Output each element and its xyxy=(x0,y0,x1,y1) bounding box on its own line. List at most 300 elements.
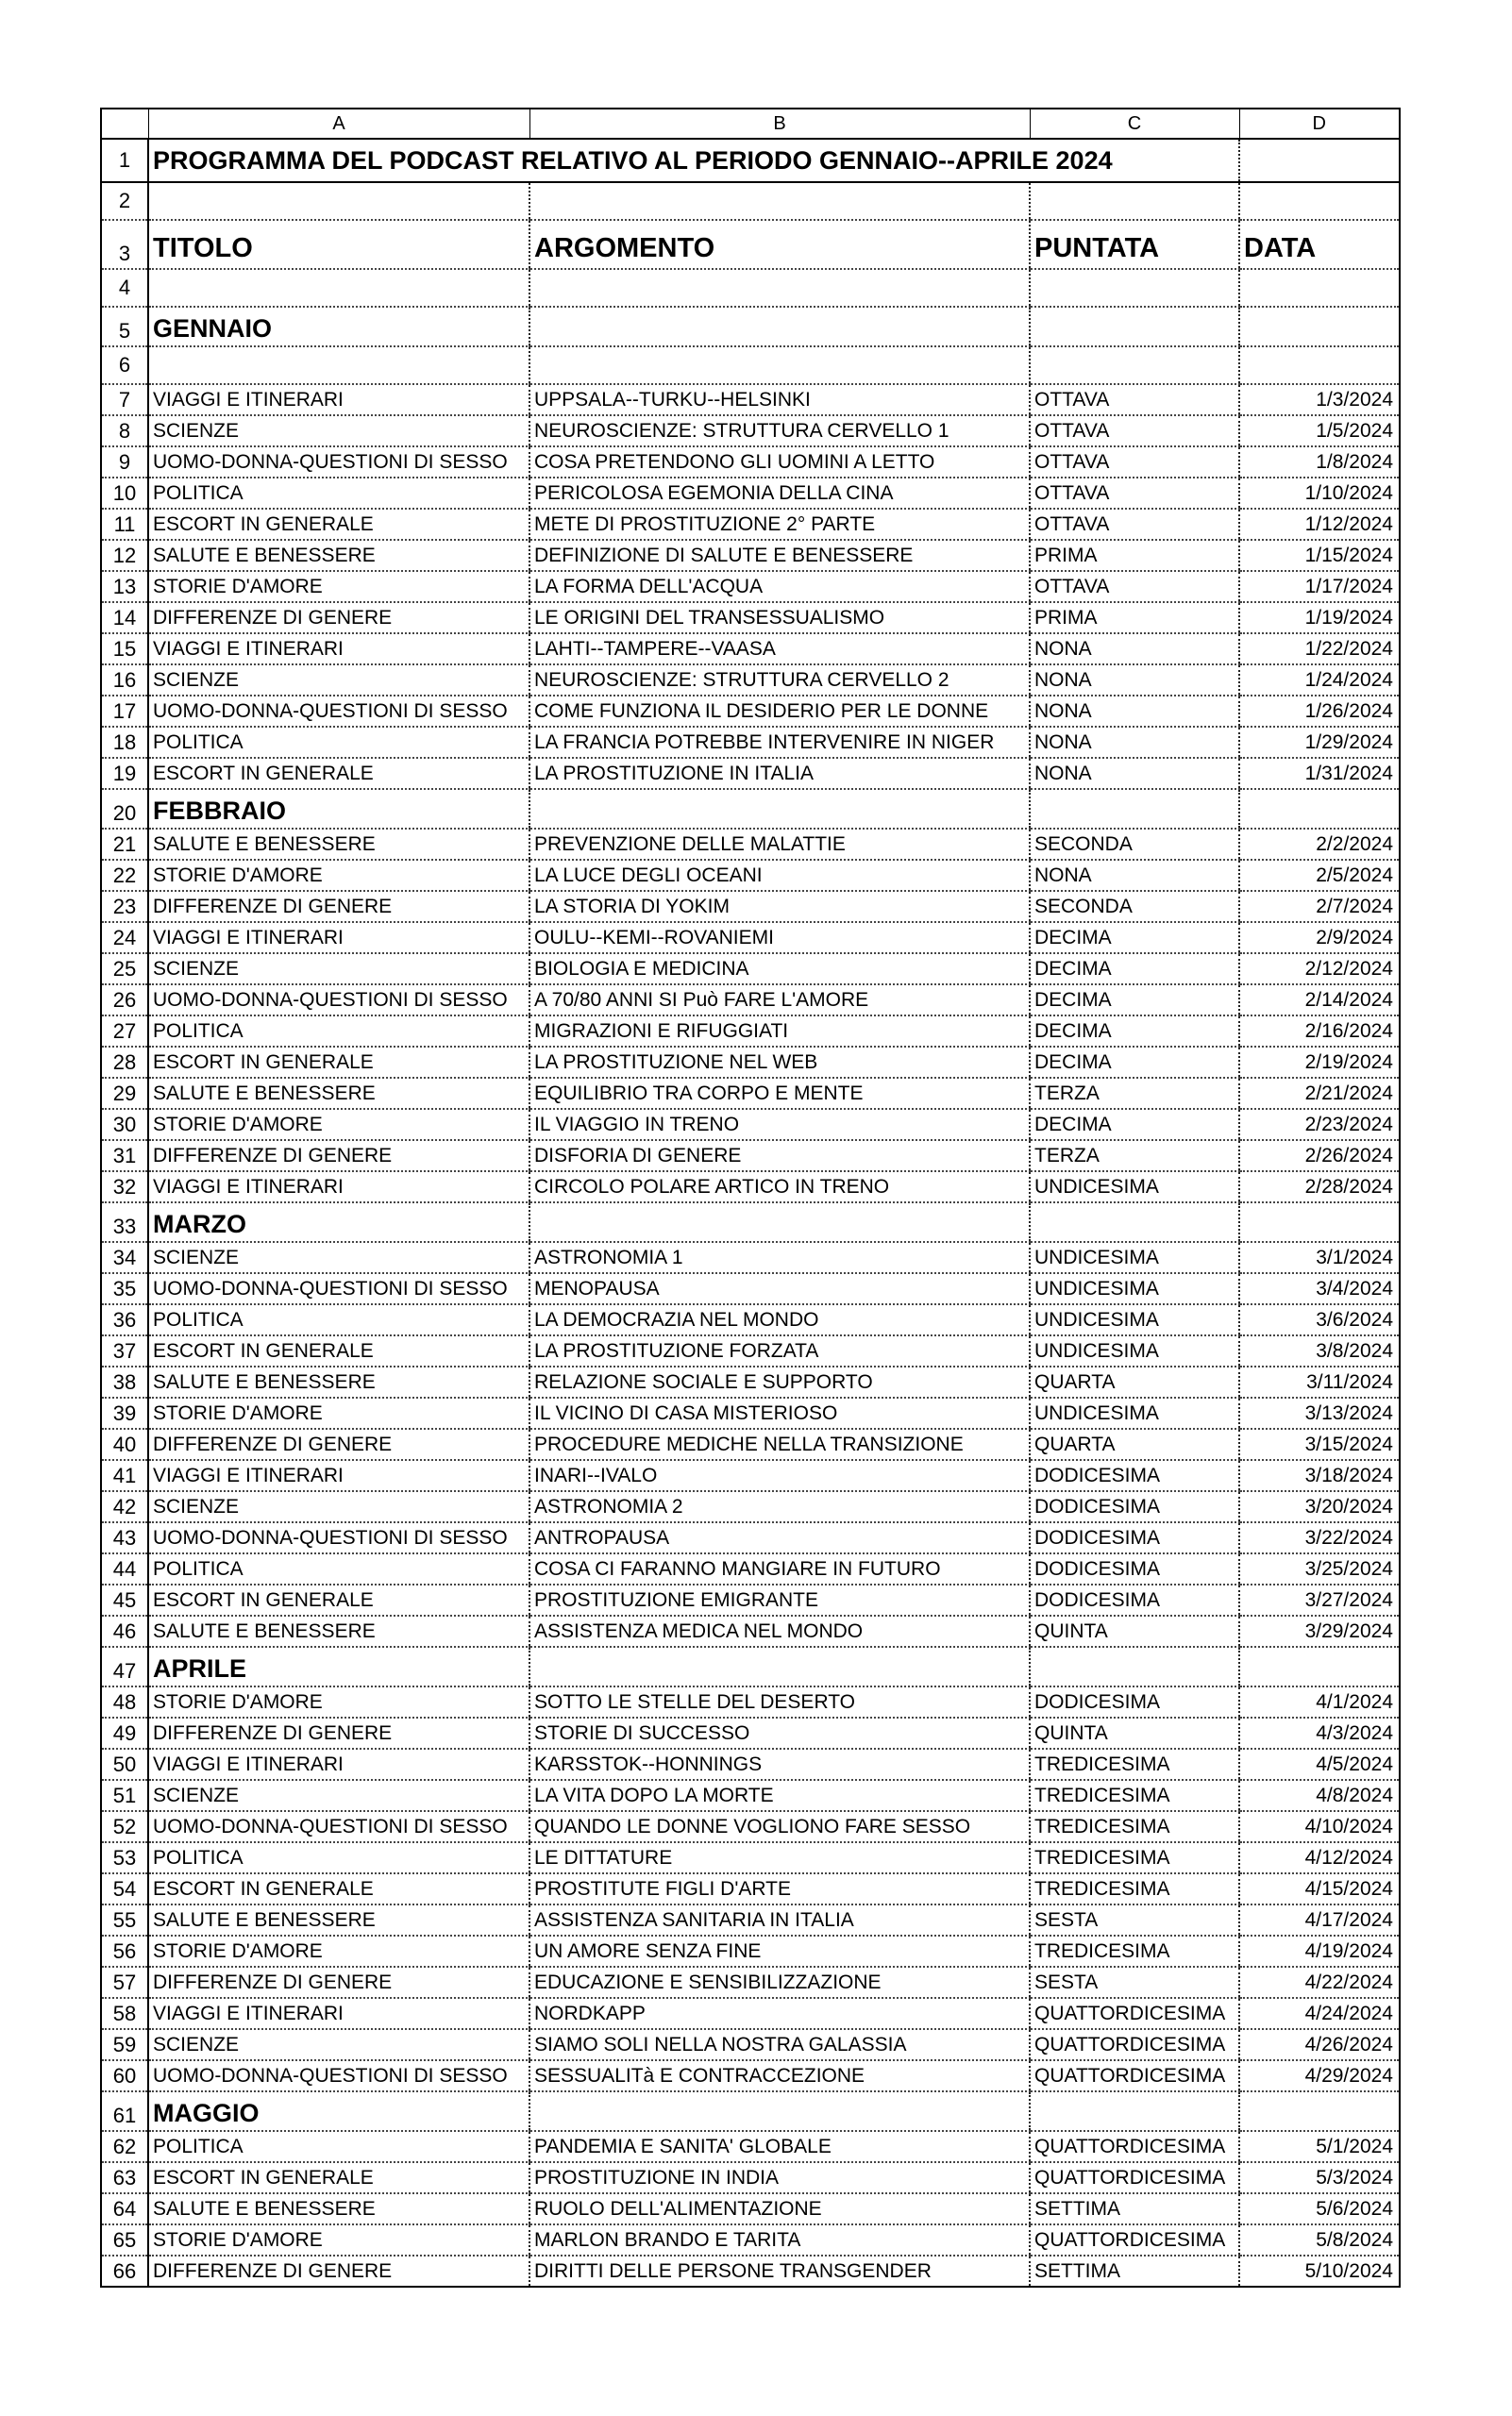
sheet-title[interactable]: PROGRAMMA DEL PODCAST RELATIVO AL PERIODO GENNAIO--APRILE 2024 xyxy=(148,139,1239,182)
cell-puntata[interactable]: QUARTA xyxy=(1030,1367,1239,1398)
cell-puntata[interactable]: UNDICESIMA xyxy=(1030,1398,1239,1429)
cell-puntata[interactable]: UNDICESIMA xyxy=(1030,1273,1239,1304)
cell-puntata[interactable]: TREDICESIMA xyxy=(1030,1936,1239,1967)
row-number[interactable]: 51 xyxy=(101,1780,148,1811)
cell-argomento[interactable]: LA FORMA DELL'ACQUA xyxy=(529,571,1030,602)
cell-argomento[interactable]: ASSISTENZA MEDICA NEL MONDO xyxy=(529,1616,1030,1647)
month-label[interactable]: MAGGIO xyxy=(148,2091,529,2131)
cell-d[interactable] xyxy=(1239,1647,1400,1686)
row-number[interactable]: 61 xyxy=(101,2091,148,2131)
cell-data[interactable]: 2/14/2024 xyxy=(1239,984,1400,1015)
cell-argomento[interactable]: A 70/80 ANNI SI Può FARE L'AMORE xyxy=(529,984,1030,1015)
cell-data[interactable]: 1/17/2024 xyxy=(1239,571,1400,602)
cell-data[interactable]: 1/29/2024 xyxy=(1239,727,1400,758)
cell-titolo[interactable]: UOMO-DONNA-QUESTIONI DI SESSO xyxy=(148,984,529,1015)
cell-argomento[interactable]: PROCEDURE MEDICHE NELLA TRANSIZIONE xyxy=(529,1429,1030,1460)
cell-data[interactable]: 3/6/2024 xyxy=(1239,1304,1400,1335)
row-number[interactable]: 62 xyxy=(101,2131,148,2162)
cell-argomento[interactable]: KARSSTOK--HONNINGS xyxy=(529,1749,1030,1780)
cell-argomento[interactable]: DIRITTI DELLE PERSONE TRANSGENDER xyxy=(529,2256,1030,2287)
cell-puntata[interactable]: TREDICESIMA xyxy=(1030,1873,1239,1904)
row-number[interactable]: 15 xyxy=(101,633,148,664)
row-number[interactable]: 23 xyxy=(101,891,148,922)
cell-b[interactable] xyxy=(529,182,1030,220)
cell-titolo[interactable]: SALUTE E BENESSERE xyxy=(148,1904,529,1936)
cell-a[interactable] xyxy=(148,346,529,384)
row-number[interactable]: 45 xyxy=(101,1585,148,1616)
cell-argomento[interactable]: EQUILIBRIO TRA CORPO E MENTE xyxy=(529,1078,1030,1109)
cell-data[interactable]: 1/15/2024 xyxy=(1239,540,1400,571)
cell-argomento[interactable]: QUANDO LE DONNE VOGLIONO FARE SESSO xyxy=(529,1811,1030,1842)
cell-puntata[interactable]: DECIMA xyxy=(1030,922,1239,953)
cell-titolo[interactable]: ESCORT IN GENERALE xyxy=(148,1335,529,1367)
cell-data[interactable]: 3/1/2024 xyxy=(1239,1242,1400,1273)
cell-argomento[interactable]: UN AMORE SENZA FINE xyxy=(529,1936,1030,1967)
cell-data[interactable]: 3/22/2024 xyxy=(1239,1522,1400,1553)
cell-titolo[interactable]: SALUTE E BENESSERE xyxy=(148,1078,529,1109)
month-label[interactable]: APRILE xyxy=(148,1647,529,1686)
cell-data[interactable]: 1/8/2024 xyxy=(1239,446,1400,478)
cell-d[interactable] xyxy=(1239,789,1400,829)
header-data[interactable]: DATA xyxy=(1239,220,1400,269)
cell-titolo[interactable]: ESCORT IN GENERALE xyxy=(148,2162,529,2193)
cell-titolo[interactable]: SCIENZE xyxy=(148,1242,529,1273)
cell-c[interactable] xyxy=(1030,2091,1239,2131)
cell-argomento[interactable]: LA PROSTITUZIONE NEL WEB xyxy=(529,1047,1030,1078)
cell-c[interactable] xyxy=(1030,789,1239,829)
cell-titolo[interactable]: ESCORT IN GENERALE xyxy=(148,758,529,789)
column-header-d[interactable]: D xyxy=(1239,109,1400,139)
cell-argomento[interactable]: COSA CI FARANNO MANGIARE IN FUTURO xyxy=(529,1553,1030,1585)
cell-argomento[interactable]: SESSUALITà E CONTRACCEZIONE xyxy=(529,2060,1030,2091)
cell-data[interactable]: 3/27/2024 xyxy=(1239,1585,1400,1616)
cell-puntata[interactable]: SESTA xyxy=(1030,1904,1239,1936)
cell-titolo[interactable]: SALUTE E BENESSERE xyxy=(148,2193,529,2224)
cell-data[interactable]: 2/9/2024 xyxy=(1239,922,1400,953)
cell-argomento[interactable]: PROSTITUTE FIGLI D'ARTE xyxy=(529,1873,1030,1904)
cell-puntata[interactable]: OTTAVA xyxy=(1030,509,1239,540)
cell-c[interactable] xyxy=(1030,307,1239,346)
cell-titolo[interactable]: VIAGGI E ITINERARI xyxy=(148,633,529,664)
cell-argomento[interactable]: MENOPAUSA xyxy=(529,1273,1030,1304)
row-number[interactable]: 40 xyxy=(101,1429,148,1460)
row-number[interactable]: 14 xyxy=(101,602,148,633)
cell-puntata[interactable]: UNDICESIMA xyxy=(1030,1335,1239,1367)
cell-data[interactable]: 4/8/2024 xyxy=(1239,1780,1400,1811)
row-number[interactable]: 31 xyxy=(101,1140,148,1171)
cell-puntata[interactable]: DODICESIMA xyxy=(1030,1522,1239,1553)
cell-data[interactable]: 3/29/2024 xyxy=(1239,1616,1400,1647)
cell-puntata[interactable]: DODICESIMA xyxy=(1030,1686,1239,1718)
cell-argomento[interactable]: EDUCAZIONE E SENSIBILIZZAZIONE xyxy=(529,1967,1030,1998)
cell-data[interactable]: 1/5/2024 xyxy=(1239,415,1400,446)
cell-puntata[interactable]: DODICESIMA xyxy=(1030,1585,1239,1616)
cell-puntata[interactable]: UNDICESIMA xyxy=(1030,1304,1239,1335)
cell-puntata[interactable]: TERZA xyxy=(1030,1078,1239,1109)
cell-data[interactable]: 5/8/2024 xyxy=(1239,2224,1400,2256)
cell-argomento[interactable]: LAHTI--TAMPERE--VAASA xyxy=(529,633,1030,664)
row-number[interactable]: 7 xyxy=(101,384,148,415)
row-number[interactable]: 27 xyxy=(101,1015,148,1047)
cell-argomento[interactable]: NEUROSCIENZE: STRUTTURA CERVELLO 2 xyxy=(529,664,1030,696)
cell-data[interactable]: 1/22/2024 xyxy=(1239,633,1400,664)
cell-argomento[interactable]: LA DEMOCRAZIA NEL MONDO xyxy=(529,1304,1030,1335)
row-number[interactable]: 17 xyxy=(101,696,148,727)
cell-titolo[interactable]: SCIENZE xyxy=(148,415,529,446)
cell-puntata[interactable]: NONA xyxy=(1030,664,1239,696)
row-number[interactable]: 55 xyxy=(101,1904,148,1936)
cell-data[interactable]: 4/15/2024 xyxy=(1239,1873,1400,1904)
cell-titolo[interactable]: VIAGGI E ITINERARI xyxy=(148,922,529,953)
row-number[interactable]: 42 xyxy=(101,1491,148,1522)
row-number[interactable]: 49 xyxy=(101,1718,148,1749)
row-number[interactable]: 59 xyxy=(101,2029,148,2060)
row-number[interactable]: 36 xyxy=(101,1304,148,1335)
cell-puntata[interactable]: QUATTORDICESIMA xyxy=(1030,2131,1239,2162)
cell-titolo[interactable]: VIAGGI E ITINERARI xyxy=(148,1749,529,1780)
row-number[interactable]: 64 xyxy=(101,2193,148,2224)
column-header-b[interactable]: B xyxy=(529,109,1030,139)
cell-data[interactable]: 4/29/2024 xyxy=(1239,2060,1400,2091)
month-label[interactable]: GENNAIO xyxy=(148,307,529,346)
cell-argomento[interactable]: LA PROSTITUZIONE FORZATA xyxy=(529,1335,1030,1367)
cell-titolo[interactable]: SALUTE E BENESSERE xyxy=(148,1367,529,1398)
row-number[interactable]: 43 xyxy=(101,1522,148,1553)
cell-puntata[interactable]: NONA xyxy=(1030,696,1239,727)
cell-puntata[interactable]: PRIMA xyxy=(1030,540,1239,571)
cell-puntata[interactable]: QUINTA xyxy=(1030,1718,1239,1749)
cell-data[interactable]: 2/12/2024 xyxy=(1239,953,1400,984)
cell-argomento[interactable]: STORIE DI SUCCESSO xyxy=(529,1718,1030,1749)
cell-data[interactable]: 1/26/2024 xyxy=(1239,696,1400,727)
cell-titolo[interactable]: UOMO-DONNA-QUESTIONI DI SESSO xyxy=(148,696,529,727)
cell-data[interactable]: 1/10/2024 xyxy=(1239,478,1400,509)
row-number[interactable]: 6 xyxy=(101,346,148,384)
cell-titolo[interactable]: STORIE D'AMORE xyxy=(148,1398,529,1429)
cell-data[interactable]: 3/4/2024 xyxy=(1239,1273,1400,1304)
cell-puntata[interactable]: DECIMA xyxy=(1030,1047,1239,1078)
cell-titolo[interactable]: ESCORT IN GENERALE xyxy=(148,1873,529,1904)
cell-data[interactable]: 3/18/2024 xyxy=(1239,1460,1400,1491)
cell-puntata[interactable]: NONA xyxy=(1030,727,1239,758)
cell-argomento[interactable]: UPPSALA--TURKU--HELSINKI xyxy=(529,384,1030,415)
cell-data[interactable]: 4/22/2024 xyxy=(1239,1967,1400,1998)
cell-titolo[interactable]: UOMO-DONNA-QUESTIONI DI SESSO xyxy=(148,1811,529,1842)
cell-argomento[interactable]: SOTTO LE STELLE DEL DESERTO xyxy=(529,1686,1030,1718)
cell-argomento[interactable]: MIGRAZIONI E RIFUGGIATI xyxy=(529,1015,1030,1047)
cell-data[interactable]: 2/16/2024 xyxy=(1239,1015,1400,1047)
row-number[interactable]: 50 xyxy=(101,1749,148,1780)
row-number[interactable]: 8 xyxy=(101,415,148,446)
cell-titolo[interactable]: POLITICA xyxy=(148,478,529,509)
cell-titolo[interactable]: POLITICA xyxy=(148,2131,529,2162)
cell-a[interactable] xyxy=(148,182,529,220)
cell-puntata[interactable]: QUATTORDICESIMA xyxy=(1030,2029,1239,2060)
cell-argomento[interactable]: PREVENZIONE DELLE MALATTIE xyxy=(529,829,1030,860)
cell-argomento[interactable]: COSA PRETENDONO GLI UOMINI A LETTO xyxy=(529,446,1030,478)
row-number[interactable]: 41 xyxy=(101,1460,148,1491)
cell-titolo[interactable]: POLITICA xyxy=(148,1842,529,1873)
cell-argomento[interactable]: MARLON BRANDO E TARITA xyxy=(529,2224,1030,2256)
cell-b[interactable] xyxy=(529,1202,1030,1242)
row-number[interactable]: 44 xyxy=(101,1553,148,1585)
cell-titolo[interactable]: VIAGGI E ITINERARI xyxy=(148,1998,529,2029)
column-header-a[interactable]: A xyxy=(148,109,529,139)
row-number[interactable]: 18 xyxy=(101,727,148,758)
cell-data[interactable]: 3/8/2024 xyxy=(1239,1335,1400,1367)
cell-d[interactable] xyxy=(1239,182,1400,220)
cell-c[interactable] xyxy=(1030,346,1239,384)
cell-data[interactable]: 4/3/2024 xyxy=(1239,1718,1400,1749)
cell-titolo[interactable]: STORIE D'AMORE xyxy=(148,1686,529,1718)
cell-puntata[interactable]: SETTIMA xyxy=(1030,2193,1239,2224)
cell-data[interactable]: 4/26/2024 xyxy=(1239,2029,1400,2060)
cell-data[interactable]: 1/24/2024 xyxy=(1239,664,1400,696)
cell-puntata[interactable]: QUATTORDICESIMA xyxy=(1030,2162,1239,2193)
cell-titolo[interactable]: POLITICA xyxy=(148,1553,529,1585)
cell-argomento[interactable]: LE ORIGINI DEL TRANSESSUALISMO xyxy=(529,602,1030,633)
row-number[interactable]: 29 xyxy=(101,1078,148,1109)
row-number[interactable]: 1 xyxy=(101,139,148,182)
row-number[interactable]: 25 xyxy=(101,953,148,984)
cell-argomento[interactable]: PROSTITUZIONE IN INDIA xyxy=(529,2162,1030,2193)
cell-titolo[interactable]: DIFFERENZE DI GENERE xyxy=(148,891,529,922)
cell-titolo[interactable]: STORIE D'AMORE xyxy=(148,1936,529,1967)
cell-puntata[interactable]: NONA xyxy=(1030,758,1239,789)
cell-argomento[interactable]: LE DITTATURE xyxy=(529,1842,1030,1873)
cell-c[interactable] xyxy=(1030,1202,1239,1242)
cell-c[interactable] xyxy=(1030,182,1239,220)
row-number[interactable]: 22 xyxy=(101,860,148,891)
row-number[interactable]: 60 xyxy=(101,2060,148,2091)
row-number[interactable]: 30 xyxy=(101,1109,148,1140)
cell-d[interactable] xyxy=(1239,139,1400,182)
cell-data[interactable]: 1/12/2024 xyxy=(1239,509,1400,540)
row-number[interactable]: 12 xyxy=(101,540,148,571)
cell-data[interactable]: 1/3/2024 xyxy=(1239,384,1400,415)
cell-argomento[interactable]: DEFINIZIONE DI SALUTE E BENESSERE xyxy=(529,540,1030,571)
row-number[interactable]: 32 xyxy=(101,1171,148,1202)
cell-argomento[interactable]: INARI--IVALO xyxy=(529,1460,1030,1491)
cell-argomento[interactable]: DISFORIA DI GENERE xyxy=(529,1140,1030,1171)
cell-argomento[interactable]: COME FUNZIONA IL DESIDERIO PER LE DONNE xyxy=(529,696,1030,727)
row-number[interactable]: 58 xyxy=(101,1998,148,2029)
cell-b[interactable] xyxy=(529,346,1030,384)
header-titolo[interactable]: TITOLO xyxy=(148,220,529,269)
cell-data[interactable]: 3/15/2024 xyxy=(1239,1429,1400,1460)
cell-data[interactable]: 3/25/2024 xyxy=(1239,1553,1400,1585)
corner-cell[interactable] xyxy=(101,109,148,139)
cell-argomento[interactable]: PROSTITUZIONE EMIGRANTE xyxy=(529,1585,1030,1616)
cell-titolo[interactable]: UOMO-DONNA-QUESTIONI DI SESSO xyxy=(148,2060,529,2091)
cell-argomento[interactable]: CIRCOLO POLARE ARTICO IN TRENO xyxy=(529,1171,1030,1202)
row-number[interactable]: 39 xyxy=(101,1398,148,1429)
cell-argomento[interactable]: METE DI PROSTITUZIONE 2° PARTE xyxy=(529,509,1030,540)
row-number[interactable]: 11 xyxy=(101,509,148,540)
cell-puntata[interactable]: NONA xyxy=(1030,633,1239,664)
row-number[interactable]: 3 xyxy=(101,220,148,269)
row-number[interactable]: 26 xyxy=(101,984,148,1015)
cell-titolo[interactable]: DIFFERENZE DI GENERE xyxy=(148,1429,529,1460)
cell-titolo[interactable]: SALUTE E BENESSERE xyxy=(148,1616,529,1647)
row-number[interactable]: 9 xyxy=(101,446,148,478)
cell-puntata[interactable]: UNDICESIMA xyxy=(1030,1242,1239,1273)
cell-data[interactable]: 5/6/2024 xyxy=(1239,2193,1400,2224)
cell-puntata[interactable]: NONA xyxy=(1030,860,1239,891)
row-number[interactable]: 53 xyxy=(101,1842,148,1873)
cell-argomento[interactable]: RELAZIONE SOCIALE E SUPPORTO xyxy=(529,1367,1030,1398)
cell-d[interactable] xyxy=(1239,269,1400,307)
cell-argomento[interactable]: ANTROPAUSA xyxy=(529,1522,1030,1553)
row-number[interactable]: 19 xyxy=(101,758,148,789)
cell-titolo[interactable]: SCIENZE xyxy=(148,1780,529,1811)
cell-puntata[interactable]: PRIMA xyxy=(1030,602,1239,633)
cell-argomento[interactable]: LA LUCE DEGLI OCEANI xyxy=(529,860,1030,891)
cell-data[interactable]: 4/12/2024 xyxy=(1239,1842,1400,1873)
cell-puntata[interactable]: SETTIMA xyxy=(1030,2256,1239,2287)
cell-titolo[interactable]: ESCORT IN GENERALE xyxy=(148,509,529,540)
cell-puntata[interactable]: DODICESIMA xyxy=(1030,1460,1239,1491)
row-number[interactable]: 16 xyxy=(101,664,148,696)
cell-titolo[interactable]: DIFFERENZE DI GENERE xyxy=(148,1967,529,1998)
cell-puntata[interactable]: OTTAVA xyxy=(1030,571,1239,602)
cell-puntata[interactable]: DODICESIMA xyxy=(1030,1491,1239,1522)
cell-a[interactable] xyxy=(148,269,529,307)
cell-puntata[interactable]: QUATTORDICESIMA xyxy=(1030,1998,1239,2029)
cell-argomento[interactable]: PANDEMIA E SANITA' GLOBALE xyxy=(529,2131,1030,2162)
cell-puntata[interactable]: OTTAVA xyxy=(1030,415,1239,446)
cell-titolo[interactable]: SCIENZE xyxy=(148,1491,529,1522)
cell-argomento[interactable]: OULU--KEMI--ROVANIEMI xyxy=(529,922,1030,953)
cell-argomento[interactable]: LA STORIA DI YOKIM xyxy=(529,891,1030,922)
cell-data[interactable]: 2/28/2024 xyxy=(1239,1171,1400,1202)
row-number[interactable]: 65 xyxy=(101,2224,148,2256)
cell-titolo[interactable]: UOMO-DONNA-QUESTIONI DI SESSO xyxy=(148,1273,529,1304)
cell-data[interactable]: 5/3/2024 xyxy=(1239,2162,1400,2193)
cell-data[interactable]: 5/1/2024 xyxy=(1239,2131,1400,2162)
cell-data[interactable]: 2/7/2024 xyxy=(1239,891,1400,922)
cell-titolo[interactable]: DIFFERENZE DI GENERE xyxy=(148,1140,529,1171)
cell-titolo[interactable]: SCIENZE xyxy=(148,2029,529,2060)
row-number[interactable]: 4 xyxy=(101,269,148,307)
cell-titolo[interactable]: ESCORT IN GENERALE xyxy=(148,1047,529,1078)
cell-argomento[interactable]: ASTRONOMIA 2 xyxy=(529,1491,1030,1522)
row-number[interactable]: 10 xyxy=(101,478,148,509)
row-number[interactable]: 38 xyxy=(101,1367,148,1398)
cell-data[interactable]: 3/13/2024 xyxy=(1239,1398,1400,1429)
cell-titolo[interactable]: ESCORT IN GENERALE xyxy=(148,1585,529,1616)
cell-titolo[interactable]: VIAGGI E ITINERARI xyxy=(148,1171,529,1202)
cell-puntata[interactable]: QUINTA xyxy=(1030,1616,1239,1647)
cell-data[interactable]: 4/17/2024 xyxy=(1239,1904,1400,1936)
row-number[interactable]: 54 xyxy=(101,1873,148,1904)
cell-titolo[interactable]: SCIENZE xyxy=(148,953,529,984)
cell-b[interactable] xyxy=(529,2091,1030,2131)
row-number[interactable]: 35 xyxy=(101,1273,148,1304)
cell-titolo[interactable]: SALUTE E BENESSERE xyxy=(148,540,529,571)
cell-data[interactable]: 2/23/2024 xyxy=(1239,1109,1400,1140)
cell-titolo[interactable]: STORIE D'AMORE xyxy=(148,1109,529,1140)
cell-argomento[interactable]: SIAMO SOLI NELLA NOSTRA GALASSIA xyxy=(529,2029,1030,2060)
header-puntata[interactable]: PUNTATA xyxy=(1030,220,1239,269)
cell-titolo[interactable]: STORIE D'AMORE xyxy=(148,2224,529,2256)
cell-titolo[interactable]: SCIENZE xyxy=(148,664,529,696)
row-number[interactable]: 21 xyxy=(101,829,148,860)
cell-data[interactable]: 2/26/2024 xyxy=(1239,1140,1400,1171)
row-number[interactable]: 52 xyxy=(101,1811,148,1842)
cell-d[interactable] xyxy=(1239,346,1400,384)
cell-puntata[interactable]: QUATTORDICESIMA xyxy=(1030,2224,1239,2256)
cell-puntata[interactable]: TREDICESIMA xyxy=(1030,1780,1239,1811)
row-number[interactable]: 34 xyxy=(101,1242,148,1273)
cell-puntata[interactable]: UNDICESIMA xyxy=(1030,1171,1239,1202)
cell-data[interactable]: 3/20/2024 xyxy=(1239,1491,1400,1522)
cell-data[interactable]: 4/1/2024 xyxy=(1239,1686,1400,1718)
cell-titolo[interactable]: DIFFERENZE DI GENERE xyxy=(148,2256,529,2287)
column-header-c[interactable]: C xyxy=(1030,109,1239,139)
row-number[interactable]: 47 xyxy=(101,1647,148,1686)
row-number[interactable]: 56 xyxy=(101,1936,148,1967)
month-label[interactable]: MARZO xyxy=(148,1202,529,1242)
cell-argomento[interactable]: NORDKAPP xyxy=(529,1998,1030,2029)
cell-argomento[interactable]: LA VITA DOPO LA MORTE xyxy=(529,1780,1030,1811)
cell-puntata[interactable]: DODICESIMA xyxy=(1030,1553,1239,1585)
cell-puntata[interactable]: TERZA xyxy=(1030,1140,1239,1171)
cell-puntata[interactable]: OTTAVA xyxy=(1030,384,1239,415)
cell-data[interactable]: 3/11/2024 xyxy=(1239,1367,1400,1398)
cell-data[interactable]: 2/2/2024 xyxy=(1239,829,1400,860)
cell-d[interactable] xyxy=(1239,307,1400,346)
cell-puntata[interactable]: DECIMA xyxy=(1030,984,1239,1015)
row-number[interactable]: 66 xyxy=(101,2256,148,2287)
cell-titolo[interactable]: STORIE D'AMORE xyxy=(148,860,529,891)
cell-titolo[interactable]: UOMO-DONNA-QUESTIONI DI SESSO xyxy=(148,446,529,478)
cell-titolo[interactable]: DIFFERENZE DI GENERE xyxy=(148,1718,529,1749)
row-number[interactable]: 57 xyxy=(101,1967,148,1998)
cell-argomento[interactable]: LA PROSTITUZIONE IN ITALIA xyxy=(529,758,1030,789)
month-label[interactable]: FEBBRAIO xyxy=(148,789,529,829)
cell-puntata[interactable]: TREDICESIMA xyxy=(1030,1749,1239,1780)
cell-b[interactable] xyxy=(529,307,1030,346)
cell-puntata[interactable]: TREDICESIMA xyxy=(1030,1842,1239,1873)
cell-b[interactable] xyxy=(529,269,1030,307)
cell-data[interactable]: 2/19/2024 xyxy=(1239,1047,1400,1078)
cell-puntata[interactable]: QUATTORDICESIMA xyxy=(1030,2060,1239,2091)
cell-puntata[interactable]: TREDICESIMA xyxy=(1030,1811,1239,1842)
row-number[interactable]: 63 xyxy=(101,2162,148,2193)
cell-c[interactable] xyxy=(1030,269,1239,307)
header-argomento[interactable]: ARGOMENTO xyxy=(529,220,1030,269)
cell-data[interactable]: 4/5/2024 xyxy=(1239,1749,1400,1780)
cell-argomento[interactable]: RUOLO DELL'ALIMENTAZIONE xyxy=(529,2193,1030,2224)
cell-argomento[interactable]: NEUROSCIENZE: STRUTTURA CERVELLO 1 xyxy=(529,415,1030,446)
cell-puntata[interactable]: SESTA xyxy=(1030,1967,1239,1998)
cell-argomento[interactable]: IL VICINO DI CASA MISTERIOSO xyxy=(529,1398,1030,1429)
cell-argomento[interactable]: ASSISTENZA SANITARIA IN ITALIA xyxy=(529,1904,1030,1936)
cell-titolo[interactable]: DIFFERENZE DI GENERE xyxy=(148,602,529,633)
row-number[interactable]: 13 xyxy=(101,571,148,602)
cell-c[interactable] xyxy=(1030,1647,1239,1686)
cell-puntata[interactable]: DECIMA xyxy=(1030,953,1239,984)
cell-data[interactable]: 2/5/2024 xyxy=(1239,860,1400,891)
cell-titolo[interactable]: VIAGGI E ITINERARI xyxy=(148,384,529,415)
cell-puntata[interactable]: SECONDA xyxy=(1030,829,1239,860)
cell-argomento[interactable]: PERICOLOSA EGEMONIA DELLA CINA xyxy=(529,478,1030,509)
row-number[interactable]: 46 xyxy=(101,1616,148,1647)
cell-puntata[interactable]: OTTAVA xyxy=(1030,446,1239,478)
cell-argomento[interactable]: IL VIAGGIO IN TRENO xyxy=(529,1109,1030,1140)
row-number[interactable]: 20 xyxy=(101,789,148,829)
